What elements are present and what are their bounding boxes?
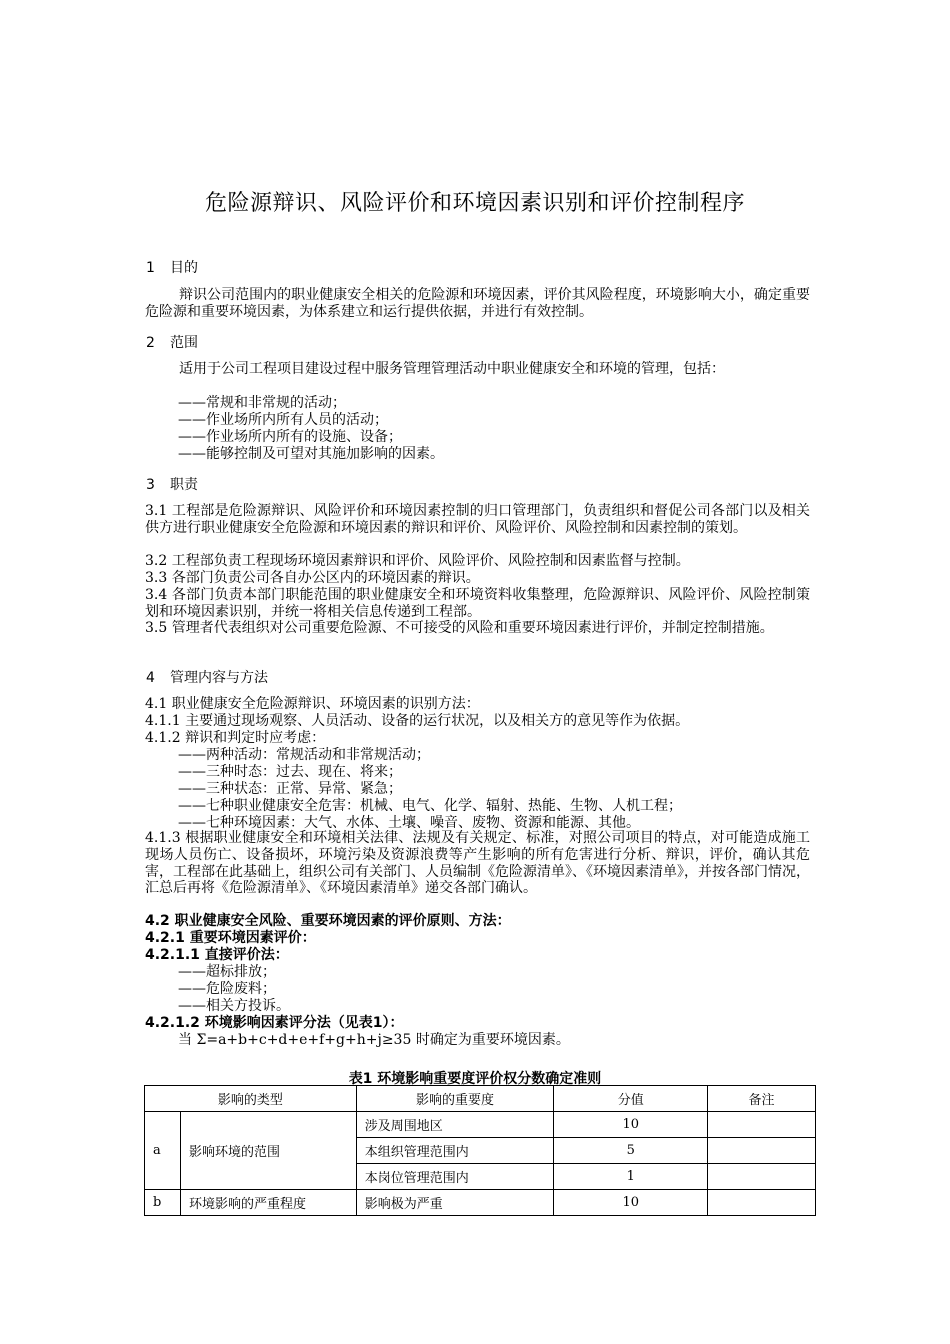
section-number: 3 [146,477,155,493]
responsibility-item: 3.4 各部门负责本部门职能范围的职业健康安全和环境资料收集整理，危险源辩识、风险评价、风险控制策划和环境因素识别，并统一将相关信息传递到工程部。 [145,587,810,620]
responsibility-item: 3.2 工程部负责工程现场环境因素辩识和评价、风险评价、风险控制和因素监督与控制。 [145,553,690,569]
clause-4-1-3: 4.1.3 根据职业健康安全和环境相关法律、法规及有关规定、标准，对照公司项目的特点，对可能造成施工现场人员伤亡、设备损坏，环境污染及资源浪费等产生影响的所有危害进行分析、辩识，评价，确认其危害，工程部在此基础上，组织公司有关部门、人员编制《危险源清单》、《环境因素清单》，并按各部门情况，汇总后再将《危险源清单》、《环境因素清单》递交各部门确认。 [145,830,810,897]
desc-cell: 涉及周围地区 [356,1112,554,1138]
responsibility-item: 3.3 各部门负责公司各自办公区内的环境因素的辩识。 [145,570,480,586]
code-cell: b [145,1190,181,1216]
clause-4-1: 4.1 职业健康安全危险源辩识、环境因素的识别方法： [145,696,480,712]
type-cell: 环境影响的严重程度 [180,1190,356,1216]
clause-4-1-2: 4.1.2 辩识和判定时应考虑： [145,730,326,746]
section-1-paragraph: 辩识公司范围内的职业健康安全相关的危险源和环境因素，评价其风险程度，环境影响大小，确定重要危险源和重要环境因素，为体系建立和运行提供依据，并进行有效控制。 [145,287,810,320]
note-cell [708,1190,816,1216]
clause-4-2-1-2: 4.2.1.2 环境影响因素评分法（见表1）： [145,1015,404,1031]
clause-4-1-1: 4.1.1 主要通过现场观察、人员活动、设备的运行状况，以及相关方的意见等作为依据。 [145,713,690,729]
direct-evaluation-item: ——危险废料； [178,981,276,997]
clause-4-2-1: 4.2.1 重要环境因素评价： [145,930,316,946]
section-title: 职责 [170,477,198,493]
consideration-item: ——两种活动：常规活动和非常规活动； [178,747,430,763]
consideration-item: ——七种职业健康安全危害：机械、电气、化学、辐射、热能、生物、人机工程； [178,798,682,814]
clause-4-2-1-1: 4.2.1.1 直接评价法： [145,947,289,963]
header-cell: 备注 [708,1086,816,1112]
section-title: 目的 [170,260,198,276]
section-2-heading [146,332,198,352]
section-3-heading [146,474,198,494]
responsibility-item: 3.1 工程部是危险源辩识、风险评价和环境因素控制的归口管理部门，负责组织和督促公司各部门以及相关供方进行职业健康安全危险源和环境因素的辩识和评价、风险评价、风险控制和因素控制的策划。 [145,503,810,536]
score-cell: 10 [554,1190,708,1216]
section-title: 范围 [170,335,198,351]
note-cell [708,1164,816,1190]
table-row [145,1112,816,1138]
scope-item: ——作业场所内所有人员的活动； [178,412,388,428]
code-cell: a [145,1112,181,1190]
clause-4-2: 4.2 职业健康安全风险、重要环境因素的评价原则、方法： [145,913,511,929]
desc-cell: 影响极为严重 [356,1190,554,1216]
desc-cell: 本岗位管理范围内 [356,1164,554,1190]
section-2-paragraph: 适用于公司工程项目建设过程中服务管理管理活动中职业健康安全和环境的管理，包括： [179,361,725,377]
section-4-heading [146,667,268,687]
note-cell [708,1138,816,1164]
consideration-item: ——三种状态：正常、异常、紧急； [178,781,402,797]
note-cell [708,1112,816,1138]
scoring-table [144,1085,816,1216]
scope-item: ——作业场所内所有的设施、设备； [178,429,402,445]
score-cell: 10 [554,1112,708,1138]
direct-evaluation-item: ——超标排放； [178,964,276,980]
scoring-formula: 当 Σ=a+b+c+d+e+f+g+h+j≥35 时确定为重要环境因素。 [178,1032,570,1048]
header-cell: 分值 [554,1086,708,1112]
score-cell: 5 [554,1138,708,1164]
consideration-item: ——三种时态：过去、现在、将来； [178,764,402,780]
responsibility-item: 3.5 管理者代表组织对公司重要危险源、不可接受的风险和重要环境因素进行评价，并制定控制措施。 [145,620,774,636]
section-number: 2 [146,335,155,351]
header-cell: 影响的类型 [145,1086,357,1112]
consideration-item: ——七种环境因素：大气、水体、土壤、噪音、废物、资源和能源、其他。 [178,815,640,831]
table-caption: 表1 环境影响重要度评价权分数确定准则 [348,1071,602,1087]
document-title: 危险源辩识、风险评价和环境因素识别和评价控制程序 [204,191,745,216]
section-1-heading [146,257,198,277]
section-title: 管理内容与方法 [170,670,268,686]
type-cell: 影响环境的范围 [180,1112,356,1190]
desc-cell: 本组织管理范围内 [356,1138,554,1164]
section-number: 1 [146,260,155,276]
scope-item: ——常规和非常规的活动； [178,395,346,411]
score-cell: 1 [554,1164,708,1190]
table-header-row [145,1086,816,1112]
scope-item: ——能够控制及可望对其施加影响的因素。 [178,446,444,462]
header-cell: 影响的重要度 [356,1086,554,1112]
table-row [145,1190,816,1216]
direct-evaluation-item: ——相关方投诉。 [178,998,290,1014]
section-number: 4 [146,670,155,686]
